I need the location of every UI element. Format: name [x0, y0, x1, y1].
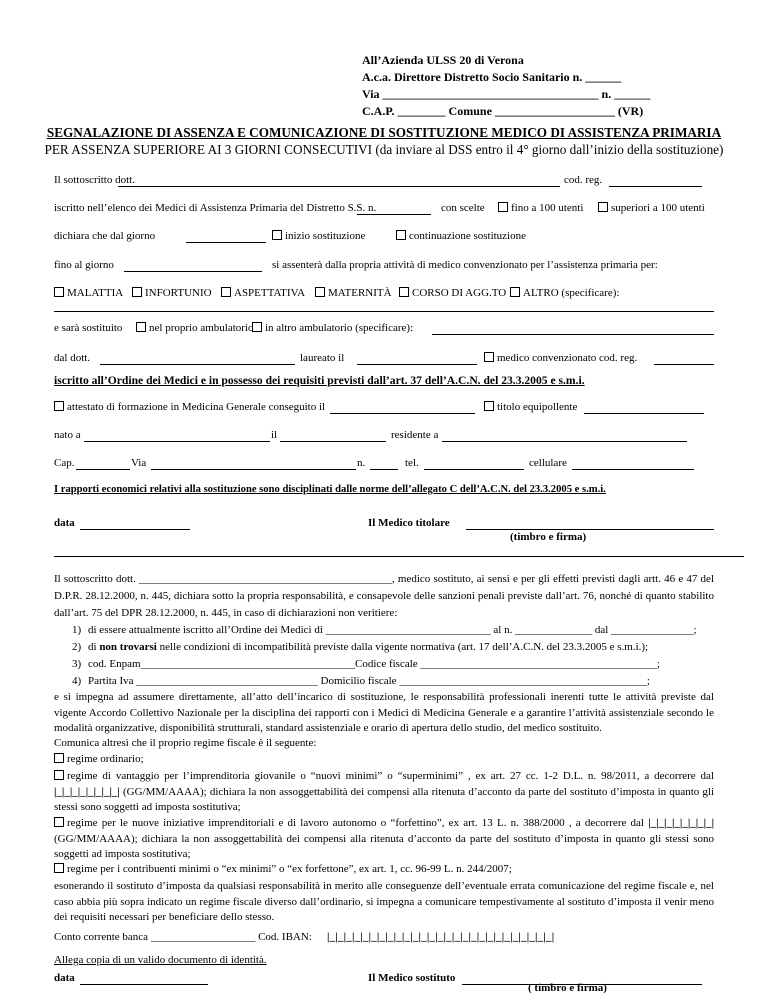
label-conto: Conto corrente banca ___________________ Cod. IBAN: [54, 931, 312, 943]
option-label: attestato di formazione in Medicina Generale conseguito il [67, 401, 326, 413]
option-inizio[interactable] [272, 230, 365, 242]
field-medico-cod-reg[interactable] [654, 364, 714, 365]
checkbox-icon [54, 863, 64, 873]
esonera-paragraph: esonerando il sostituto d’imposta da qualsiasi responsabilità in merito alle conseguenze dell’eventuale errata comunicazione del regime fiscale e, nel caso abbia più sopra indicato un regime fiscale diverso dall’ordinario, si impegna a comunicare tempestivamente al sostituto d’imposta il venir meno dei requisiti necessari per beneficiare dello stesso. [54, 880, 714, 923]
checkbox-icon [136, 322, 146, 332]
checkbox-icon [498, 202, 508, 212]
option-label: MATERNITÀ [328, 287, 392, 299]
address-line: C.A.P. ________ Comune ____________________ (VR) [362, 104, 644, 118]
label-medico-titolare: Il Medico titolare [368, 517, 450, 529]
field-via[interactable] [151, 469, 356, 470]
option-altro[interactable] [510, 287, 619, 299]
option-regime-forfettino[interactable]: regime per le nuove iniziative imprenditoriali e di lavoro autonomo o “forfettino”, ex art. 13 L. n. 388/2000 , a decorrere dal |_|_|_|_|_|_|_|_| (GG/MM/AAAA); dichiara la non assoggettabilità dei compensi alla ritenuta d’acconto da parte del sostituto d’imposta in quanto gli stessi sono soggetti ad imposta sostitutiva; [54, 817, 715, 860]
label-allega: Allega copia di un valido documento di identità. [54, 954, 267, 966]
option-medico-convenzionato[interactable] [484, 352, 637, 364]
label-dichiara: dichiara che dal giorno [54, 230, 156, 242]
option-proprio-ambulatorio[interactable] [136, 322, 253, 334]
section-separator [54, 556, 744, 557]
option-label: inizio sostituzione [285, 230, 366, 242]
document-title: SEGNALAZIONE DI ASSENZA E COMUNICAZIONE DI SOSTITUZIONE MEDICO DI ASSISTENZA PRIMARIA [46, 125, 722, 140]
label-residente: residente a [391, 429, 439, 441]
address-line: A.c.a. Direttore Distretto Socio Sanitario n. ______ [362, 70, 622, 84]
label-cod-reg: cod. reg. [564, 174, 603, 186]
option-label: regime ordinario; [67, 753, 144, 765]
option-regime-vantaggio[interactable]: regime di vantaggio per l’imprenditoria giovanile o “nuovi minimi” o “superminimi” , ex art. 27 cc. 1-2 D.L. n. 98/2011, a decorrere dal |_|_|_|_|_|_|_|_| (GG/MM/AAAA); dichiara la non assoggettabilità dei compensi alla ritenuta d’acconto da parte del sostituto d’imposta in quanto gli stessi sono soggetti ad imposta sostitutiva; [54, 770, 715, 813]
option-label: fino a 100 utenti [511, 202, 584, 214]
date-boxes[interactable]: |_|_|_|_|_|_|_|_| [54, 785, 120, 798]
checkbox-icon [399, 287, 409, 297]
label-tel: tel. [405, 457, 419, 469]
label-timbro-sostituto: ( timbro e firma) [528, 982, 607, 994]
label-dal-dott: dal dott. [54, 352, 91, 364]
label-cap: Cap. [54, 457, 75, 469]
checkbox-icon [484, 401, 494, 411]
dichiarazione-intro: Il sottoscritto dott. ______________________________________________, medico sostituto, ai sensi e per gli effetti previsti dagli artt. 46 e 47 del D.P.R. 28.12.2000, n. 445, dichiara sotto la propria responsabilità, e consapevole delle sanzioni penali previste dall’art. 76, nonché di quanto stabilito dall’art. 75 del DPR 28.12.2000, n. 445, in caso di dichiarazioni non veritiere: [54, 573, 714, 619]
field-cellulare[interactable] [572, 469, 694, 470]
checkbox-icon [132, 287, 142, 297]
label-data-titolare: data [54, 517, 75, 529]
field-tel[interactable] [424, 469, 524, 470]
label-sostituito: e sarà sostituito [54, 322, 123, 334]
option-label: medico convenzionato cod. reg. [497, 352, 638, 364]
label-comunica: Comunica altresì che il proprio regime fiscale è il seguente: [54, 737, 317, 749]
impegno-paragraph: e si impegna ad assumere direttamente, all’atto dell’incarico di sostituzione, le responsabilità professionali inerenti tutte le attività previste dal vigente Accordo Collettivo Nazionale per la disciplina dei rapporti con i Medici di Medicina Generale e a garantire l’attività assistenziale secondo le modalità organizzative, disponibilità strutturali, standard assistenziale e orario di apertura dello studio, del medico sostituito. [54, 691, 714, 734]
label-si-assentera: si assenterà dalla propria attività di medico convenzionato per l’assistenza primaria per: [272, 259, 658, 271]
checkbox-icon [221, 287, 231, 297]
option-label: continuazione sostituzione [409, 230, 526, 242]
label-sottoscritto: Il sottoscritto dott. [54, 174, 135, 186]
iban-boxes[interactable]: |_|_|_|_|_|_|_|_|_|_|_|_|_|_|_|_|_|_|_|_|_|_|_|_|_|_|_| [327, 931, 555, 943]
label-data-sostituto: data [54, 972, 75, 984]
field-dal-giorno[interactable] [186, 242, 266, 243]
option-label: titolo equipollente [497, 401, 578, 413]
field-residente[interactable] [442, 441, 687, 442]
address-line: Via ____________________________________ n. ______ [362, 87, 651, 101]
option-label: CORSO DI AGG.TO [412, 287, 507, 299]
field-data-sostituto[interactable] [80, 984, 208, 985]
label-cellulare: cellulare [529, 457, 567, 469]
option-label: INFORTUNIO [145, 287, 212, 299]
checkbox-icon [54, 753, 64, 763]
option-label: MALATTIA [67, 287, 124, 299]
label-iscritto: iscritto nell’elenco dei Medici di Assistenza Primaria del Distretto S.S. n. [54, 202, 377, 214]
field-data-nascita[interactable] [280, 441, 386, 442]
dichiarazione-list [54, 622, 714, 690]
option-infortunio[interactable] [132, 287, 212, 299]
option-corso[interactable] [399, 287, 506, 299]
field-cap[interactable] [76, 469, 130, 470]
option-fino-100[interactable] [498, 202, 583, 214]
label-via: Via [131, 457, 147, 469]
field-altro-ambulatorio[interactable] [432, 334, 714, 335]
checkbox-icon [315, 287, 325, 297]
address-block [362, 52, 650, 120]
field-attestato-data[interactable] [330, 413, 475, 414]
label-nato-a: nato a [54, 429, 81, 441]
checkbox-icon [54, 401, 64, 411]
checkbox-icon [54, 817, 64, 827]
field-titolo-equipollente[interactable] [584, 413, 704, 414]
option-titolo-equipollente[interactable] [484, 401, 577, 413]
field-nome-sostituto[interactable] [100, 364, 295, 365]
option-maternita[interactable] [315, 287, 392, 299]
label-timbro-titolare: (timbro e firma) [510, 531, 587, 543]
field-fino-al[interactable] [124, 271, 262, 272]
label-con-scelte: con scelte [441, 202, 485, 214]
option-continuazione[interactable] [396, 230, 526, 242]
list-item: 4) Partita Iva _________________________________ Domicilio fiscale _____________________________________________; [72, 675, 650, 687]
checkbox-icon [54, 770, 64, 780]
checkbox-icon [54, 287, 64, 297]
option-attestato[interactable] [54, 401, 325, 413]
field-nome-titolare[interactable] [118, 186, 560, 187]
label-laureato: laureato il [300, 352, 345, 364]
field-laureato[interactable] [357, 364, 477, 365]
field-cod-reg[interactable] [609, 186, 702, 187]
label-il: il [271, 429, 278, 441]
field-data-titolare[interactable] [80, 529, 190, 530]
option-aspettativa[interactable] [221, 287, 305, 299]
checkbox-icon [396, 230, 406, 240]
option-superiori-100[interactable] [598, 202, 705, 214]
option-label: in altro ambulatorio (specificare): [265, 322, 414, 334]
checkbox-icon [484, 352, 494, 362]
list-item: 1) di essere attualmente iscritto all’Ordine dei Medici di ______________________________ al n. ______________ dal _______________; [72, 624, 697, 636]
checkbox-icon [598, 202, 608, 212]
checkbox-icon [252, 322, 262, 332]
option-label: ASPETTATIVA [234, 287, 306, 299]
heading-iscritto-ordine: iscritto all’Ordine dei Medici e in possesso dei requisiti previsti dall’art. 37 dell’A.C.N. del 23.3.2005 e s.m.i. [54, 374, 585, 387]
checkbox-icon [272, 230, 282, 240]
option-regime-minimi[interactable] [54, 863, 512, 875]
document-subtitle: PER ASSENZA SUPERIORE AI 3 GIORNI CONSECUTIVI (da inviare al DSS entro il 4° giorno dall’inizio della sostituzione) [44, 142, 724, 157]
field-civico[interactable] [370, 469, 398, 470]
option-regime-ordinario[interactable] [54, 753, 144, 765]
field-altro-specificare[interactable] [54, 311, 714, 312]
list-item: 2) di non trovarsi nelle condizioni di incompatibilità previste dalla vigente normativa (art. 17 dell’A.C.N. del 23.3.2005 e s.m.i.); [72, 641, 649, 653]
address-line: All’Azienda ULSS 20 di Verona [362, 53, 524, 67]
option-malattia[interactable] [54, 287, 123, 299]
field-nato-a[interactable] [84, 441, 270, 442]
list-item: 3) cod. Enpam_______________________________________Codice fiscale ___________________________________________; [72, 658, 660, 670]
label-medico-sostituto: Il Medico sostituto [368, 972, 456, 984]
option-altro-ambulatorio[interactable] [252, 322, 413, 334]
option-label: ALTRO (specificare): [523, 287, 620, 299]
option-label: regime per i contribuenti minimi o “ex minimi” o “ex forfettone”, ex art. 1, cc. 96-99 L. n. 244/2007; [67, 863, 512, 875]
date-boxes[interactable]: |_|_|_|_|_|_|_|_| [648, 817, 715, 829]
label-fino-al: fino al giorno [54, 259, 114, 271]
field-firma-titolare[interactable] [466, 529, 714, 530]
label-n: n. [357, 457, 366, 469]
heading-rapporti: I rapporti economici relativi alla sostituzione sono disciplinati dalle norme dell’allegato C dell’A.C.N. del 23.3.2005 e s.m.i. [54, 484, 606, 495]
option-label: superiori a 100 utenti [611, 202, 705, 214]
field-distretto[interactable] [357, 214, 431, 215]
option-label: nel proprio ambulatorio [149, 322, 254, 334]
checkbox-icon [510, 287, 520, 297]
